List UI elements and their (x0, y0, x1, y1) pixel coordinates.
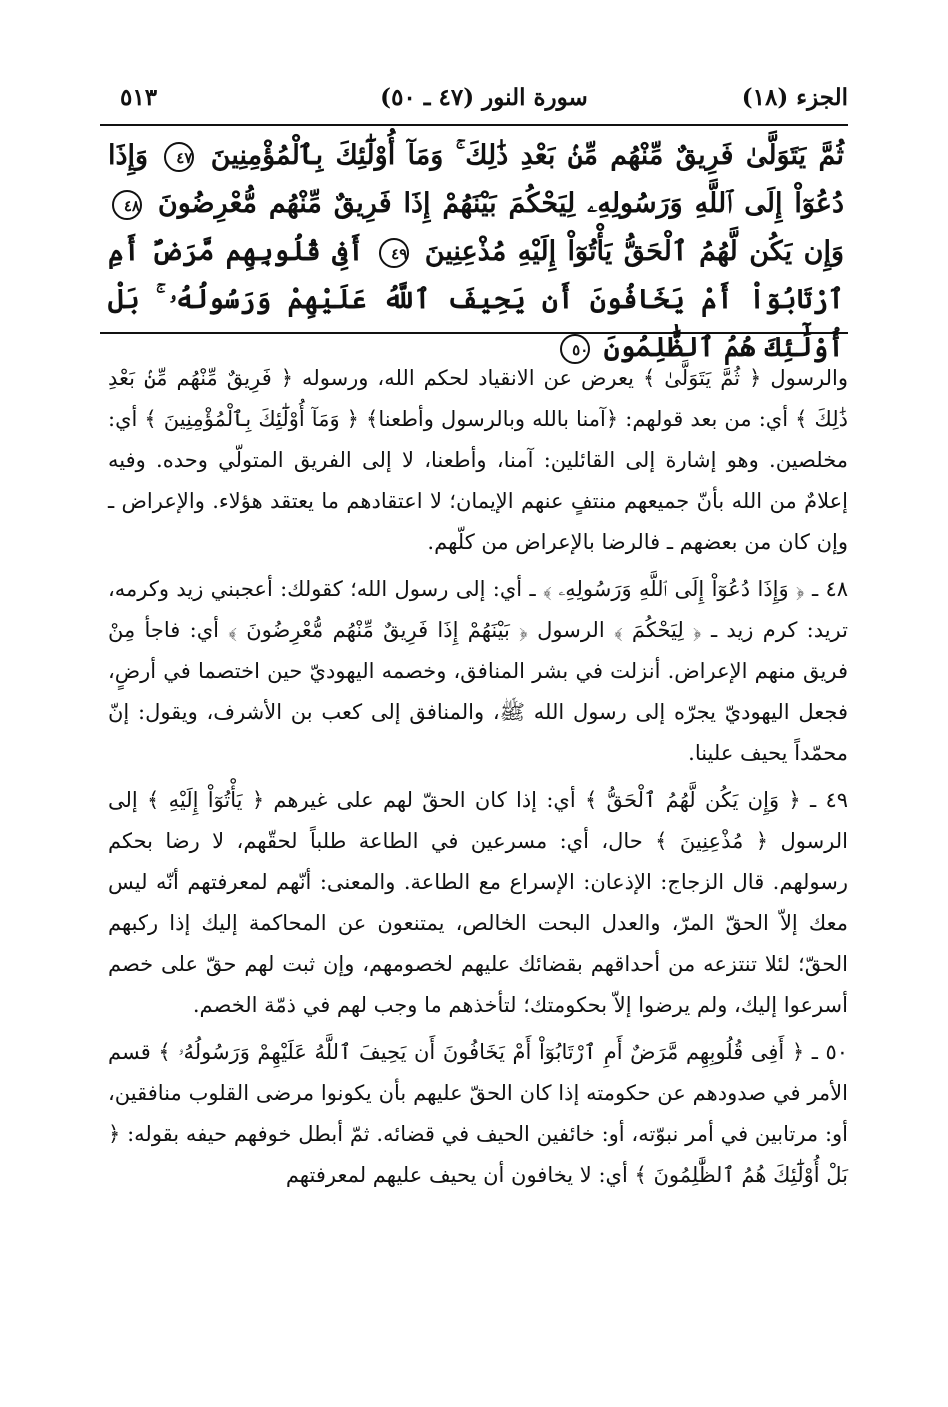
header-rule (100, 124, 848, 126)
tafsir-body (108, 358, 848, 1202)
tafsir-paragraph-48: ٤٨ ـ ﴿ وَإِذَا دُعُوٓاْ إِلَى ٱللَّهِ وَرَسُولِهِۦ ﴾ ـ أي: إلى رسول الله؛ كقولك: أعجبني زيد وكرمه، تريد: كرم زيد ـ ﴿ لِيَحْكُمَ ﴾ الرسول ﴿ بَيْنَهُمْ إِذَا فَرِيقٌ مِّنْهُم مُّعْرِضُونَ ﴾ أي: فاجأ مِنْ فريق منهم الإعراض. أنزلت في بشر المنافق، وخصمه اليهوديّ حين اختصما في أرضٍ، فجعل اليهوديّ يجرّه إلى رسول الله ﷺ، والمنافق إلى كعب بن الأشرف، ويقول: إنّ محمّداً يحيف علينا. (108, 577, 848, 765)
ayah-number-48: ٤٨ (112, 190, 142, 220)
quran-verses (108, 132, 844, 372)
tafsir-paragraph-49: ٤٩ ـ ﴿ وَإِن يَكُن لَّهُمُ ٱلْحَقُّ ﴾ أي: إذا كان الحقّ لهم على غيرهم ﴿ يَأْتُوٓاْ إِلَيْهِ ﴾ إلى الرسول ﴿ مُذْعِنِينَ ﴾ حال، أي: مسرعين في الطاعة طلباً لحقّهم، لا رضا بحكم رسولهم. قال الزجاج: الإذعان: الإسراع مع الطاعة. والمعنى: أنّهم لمعرفتهم أنّه ليس معك إلاّ الحقّ المرّ، والعدل البحت الخالص، يمتنعون عن المحاكمة إليك إذا ركبهم الحقّ؛ لئلا تنتزعه من أحداقهم بقضائك عليهم لخصومهم، وإن ثبت لهم حقّ على خصم أسرعوا إليك، ولم يرضوا إلاّ بحكومتك؛ لتأخذهم ما وجب لهم في ذمّة الخصم. (108, 788, 848, 1017)
tafsir-paragraph-47: والرسول ﴿ ثُمَّ يَتَوَلَّىٰ ﴾ يعرض عن الانقياد لحكم الله، ورسوله ﴿ فَرِيقٌ مِّنْهُم مِّنۢ بَعْدِ ذَٰلِكَ ﴾ أي: من بعد قولهم: ﴿آمنا بالله وبالرسول وأطعنا﴾ ﴿ وَمَآ أُوْلَٰٓئِكَ بِٱلْمُؤْمِنِينَ ﴾ أي: مخلصين. وهو إشارة إلى القائلين: آمنا، وأطعنا، لا إلى الفريق المتولّي وحده. وفيه إعلامٌ من الله بأنّ جميعهم منتفٍ عنهم الإيمان؛ لا اعتقادهم ما يعتقد هؤلاء. والإعراض ـ وإن كان من بعضهم ـ فالرضا بالإعراض من كلّهم. (108, 366, 848, 554)
juz-label: الجزء (١٨) (741, 84, 848, 111)
verse-47-text: ثُمَّ يَتَوَلَّىٰ فَرِيقٌ مِّنْهُم مِّنۢ بَعْدِ ذَٰلِكَ ۚ وَمَآ أُوْلَٰٓئِكَ بِٱلْمُؤْمِنِينَ (210, 140, 844, 171)
ayah-number-50: ٥٠ (560, 334, 590, 364)
verses-divider (100, 332, 848, 334)
page-number: ٥١٣ (120, 84, 158, 111)
ayah-number-47: ٤٧ (164, 142, 194, 172)
page-header (120, 84, 848, 120)
surah-title: سورة النور (٤٧ ـ ٥٠) (380, 84, 588, 111)
verse-48-text: وَإِذَا دُعُوٓاْ إِلَى ٱللَّهِ وَرَسُولِهِۦ لِيَحْكُمَ بَيْنَهُمْ إِذَا فَرِيقٌ مِّنْهُم مُّعْرِضُونَ (108, 140, 844, 219)
ayah-number-49: ٤٩ (379, 238, 409, 268)
verse-49-text: وَإِن يَكُن لَّهُمُ ٱلْحَقُّ يَأْتُوٓاْ إِلَيْهِ مُذْعِنِينَ (424, 236, 845, 267)
tafsir-paragraph-50: ٥٠ ـ ﴿ أَفِى قُلُوبِهِم مَّرَضٌ أَمِ ٱرْتَابُوٓاْ أَمْ يَخَافُونَ أَن يَحِيفَ ٱللَّهُ عَلَيْهِمْ وَرَسُولُهُۥ ﴾ قسم الأمر في صدودهم عن حكومته إذا كان الحقّ عليهم بأن يكونوا مرضى القلوب منافقين، أو: مرتابين في أمر نبوّته، أو: خائفين الحيف في قضائه. ثمّ أبطل خوفهم حيفه بقوله: ﴿ بَلْ أُوْلَٰٓئِكَ هُمُ ٱلظَّٰلِمُونَ ﴾ أي: لا يخافون أن يحيف عليهم لمعرفتهم (108, 1040, 848, 1187)
verse-50-text: أَفِى قُلُوبِهِم مَّرَضٌ أَمِ ٱرْتَابُوٓاْ أَمْ يَخَافُونَ أَن يَحِيفَ ٱللَّهُ عَلَيْهِمْ وَرَسُولُهُۥ ۚ بَلْ أُوْلَٰٓئِكَ هُمُ ٱلظَّٰلِمُونَ (108, 236, 844, 363)
